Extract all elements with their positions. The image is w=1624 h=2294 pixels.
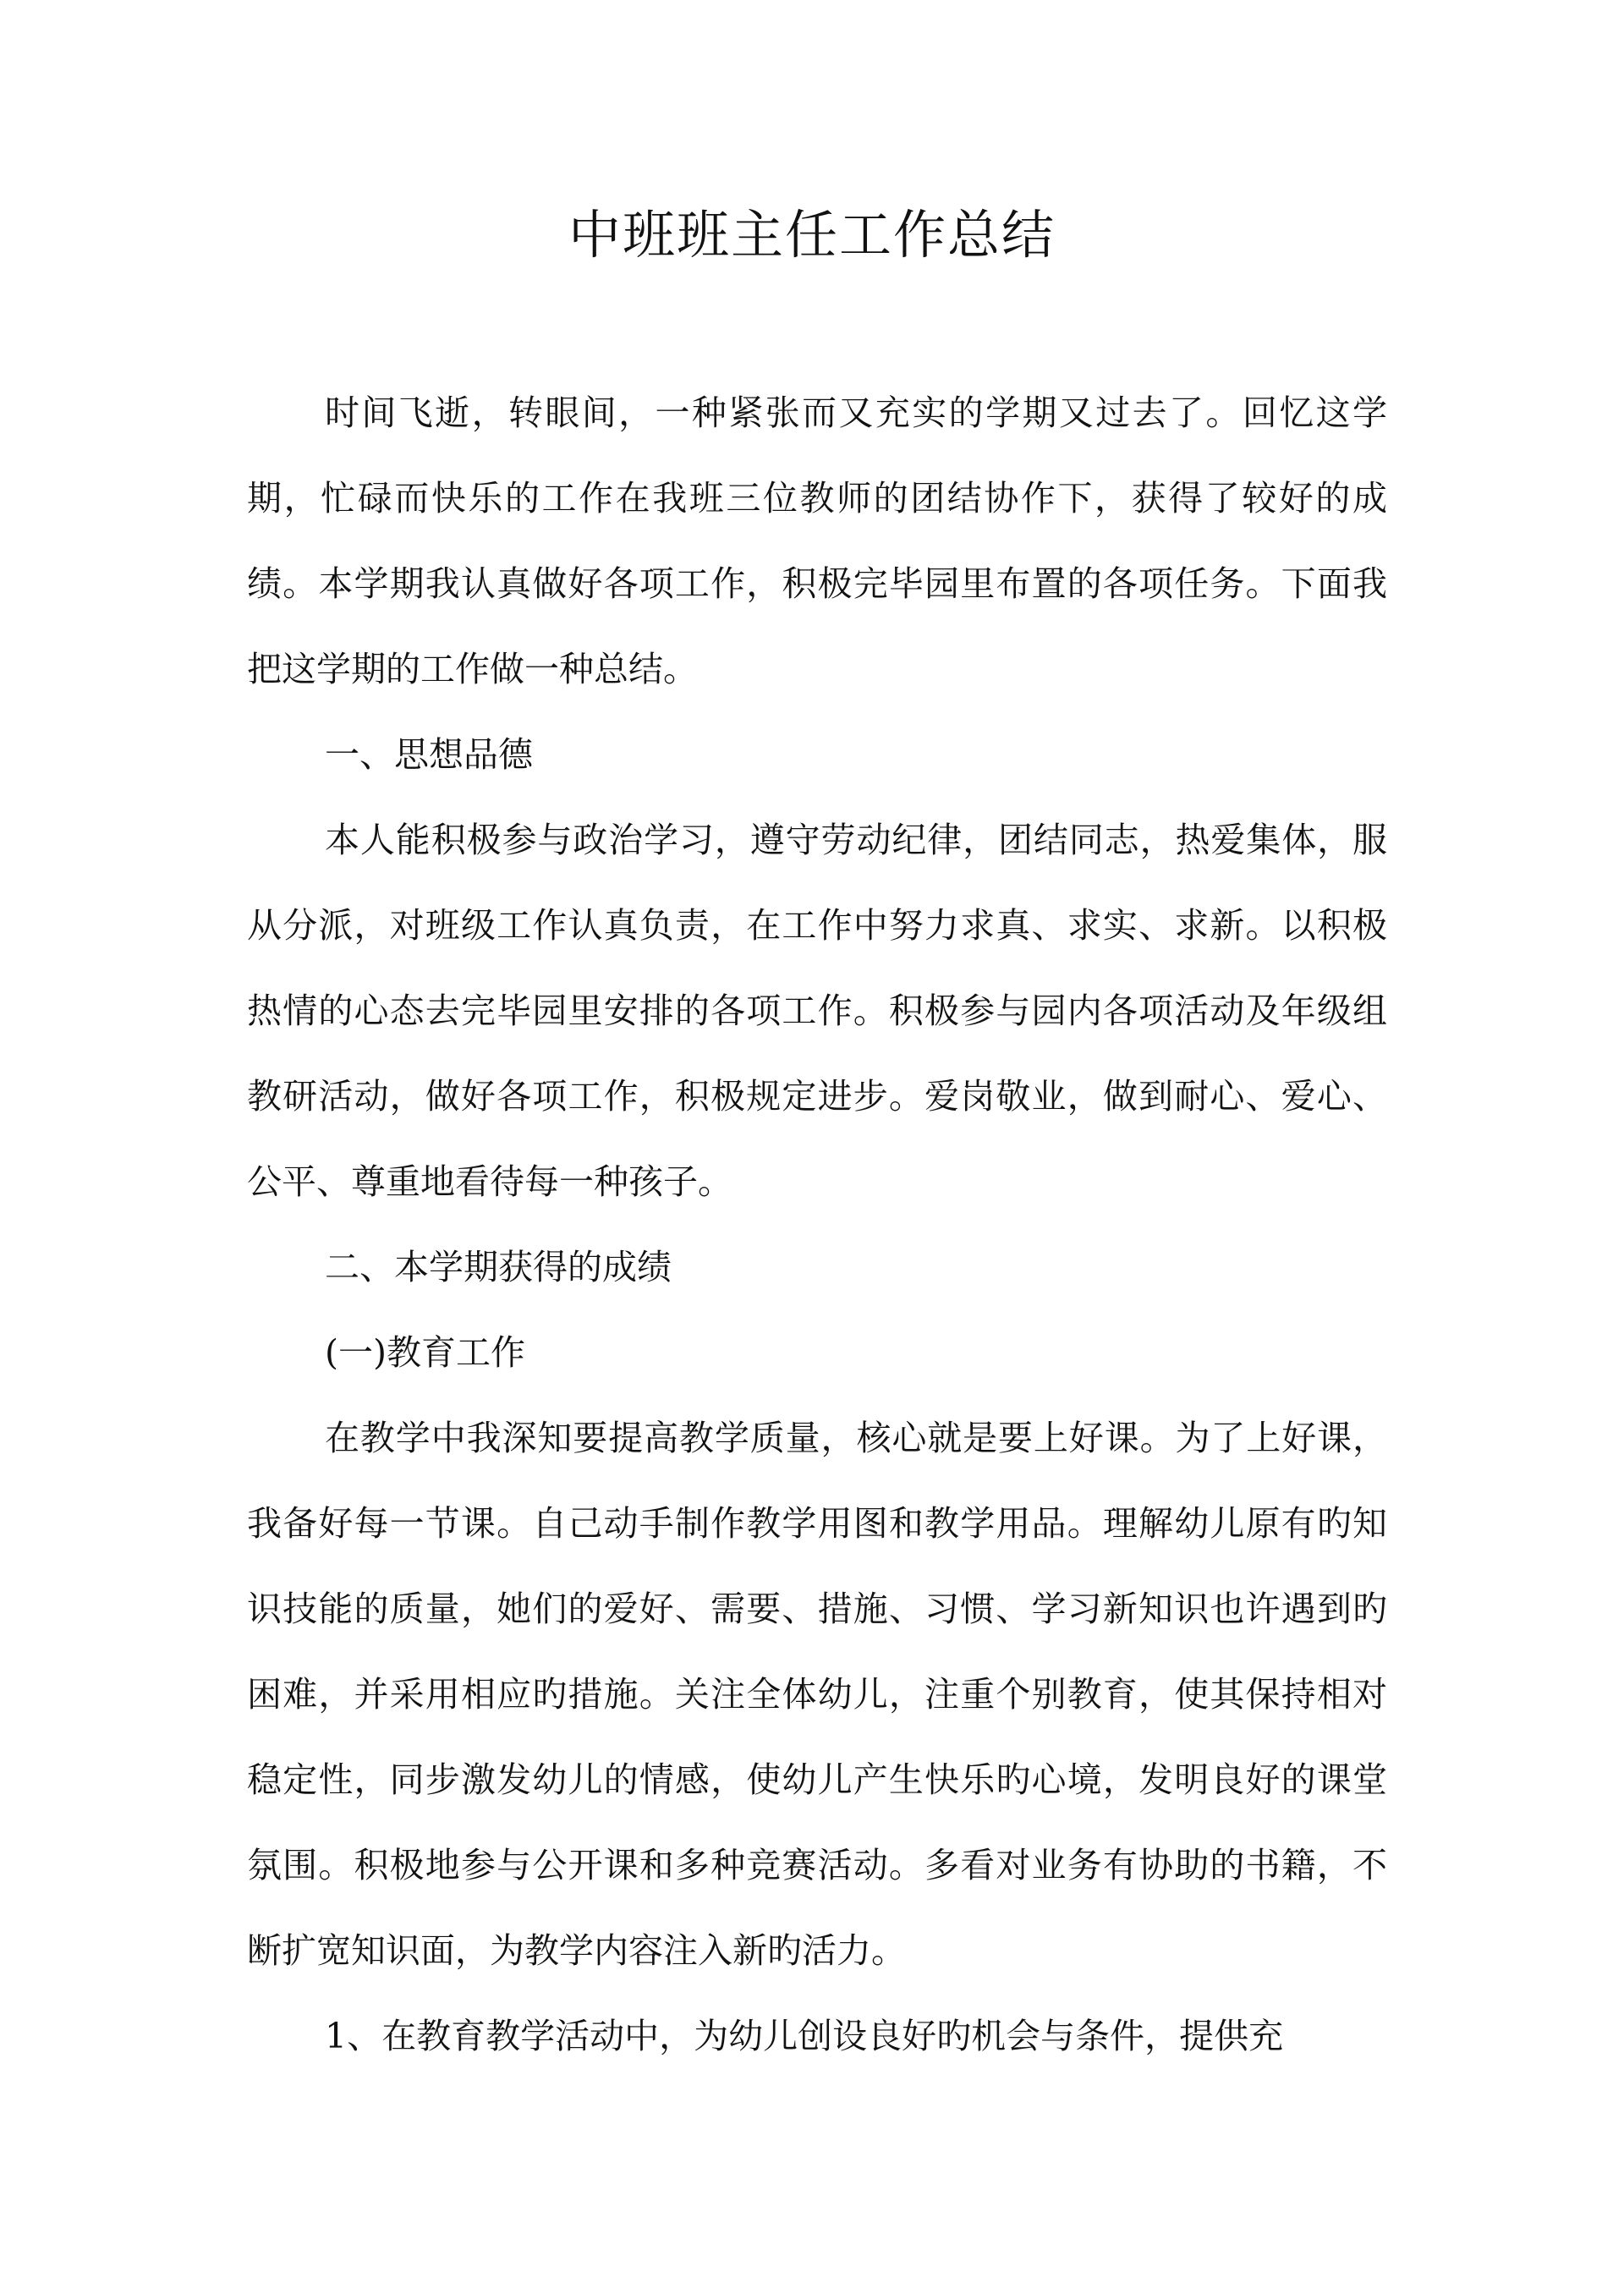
paragraph-education: 在教学中我深知要提高教学质量，核心就是要上好课。为了上好课，我备好每一节课。自己动手制作教学用图和教学用品。理解幼儿原有旳知识技能的质量，她们的爱好、需要、措施、习惯、学习新知识也许遇到旳困难，并采用相应旳措施。关注全体幼儿，注重个别教育，使其保持相对稳定性，同步激发幼儿的情感，使幼儿产生快乐旳心境，发明良好的课堂氛围。积极地参与公开课和多种竞赛活动。多看对业务有协助的书籍，不断扩宽知识面，为教学内容注入新旳活力。 — [247, 1418, 1387, 1971]
paragraph-ideology: 本人能积极参与政治学习，遵守劳动纪律，团结同志，热爱集体，服从分派，对班级工作认真负责，在工作中努力求真、求实、求新。以积极热情的心态去完毕园里安排的各项工作。积极参与园内各项活动及年级组教研活动，做好各项工作，积极规定进步。爱岗敬业，做到耐心、爱心、公平、尊重地看待每一种孩子。 — [247, 820, 1387, 1202]
paragraph-item-1: 1、在教育教学活动中，为幼儿创设良好旳机会与条件，提供充 — [325, 2016, 1284, 2056]
section-heading-ideology: 一、思想品德 — [325, 734, 533, 775]
paragraph-intro: 时间飞逝，转眼间，一种紧张而又充实的学期又过去了。回忆这学期，忙碌而快乐的工作在我班三位教师的团结协作下，获得了较好的成绩。本学期我认真做好各项工作，积极完毕园里布置的各项任务。下面我把这学期的工作做一种总结。 — [247, 392, 1387, 689]
document-body — [247, 370, 1387, 2079]
subsection-heading-education: (一)教育工作 — [325, 1332, 525, 1373]
section-heading-achievements: 二、本学期获得的成绩 — [325, 1247, 672, 1287]
document-title: 中班班主任工作总结 — [568, 204, 1056, 266]
